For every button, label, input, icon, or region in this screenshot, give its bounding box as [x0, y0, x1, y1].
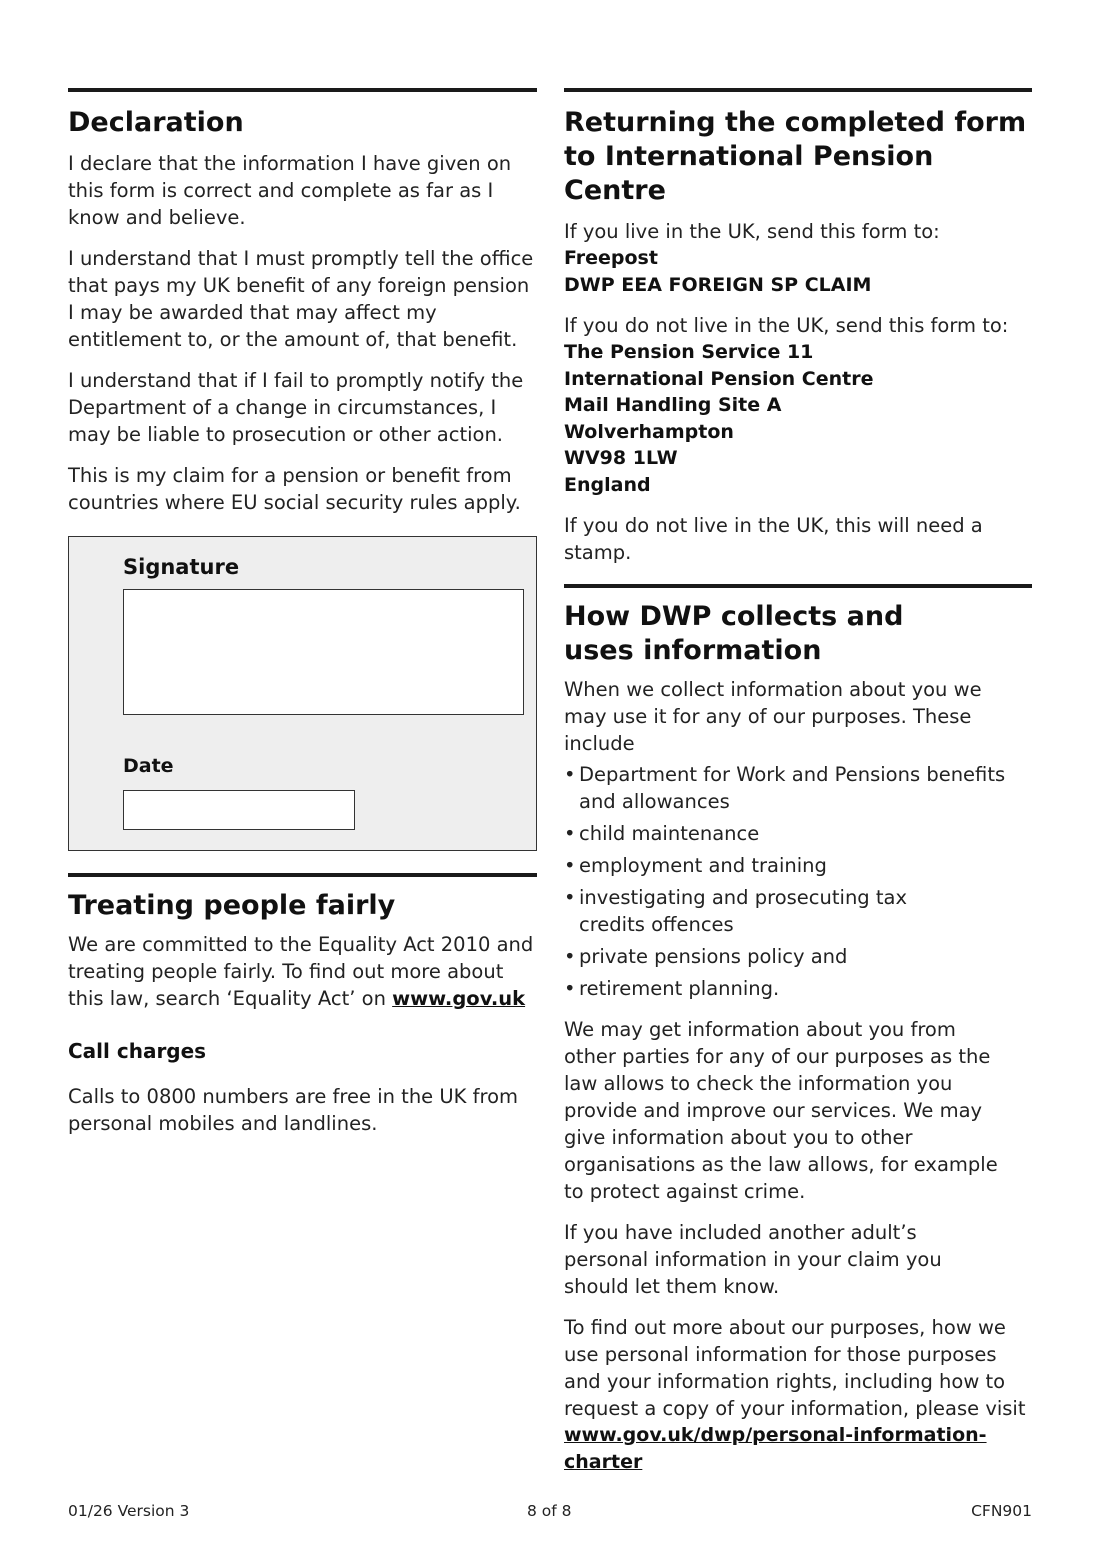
address-line: England [564, 473, 651, 496]
left-column [68, 88, 537, 1137]
right-column [564, 88, 1032, 1476]
footer-version: 01/26 Version 3 [68, 1502, 190, 1520]
footer-page-number: 8 of 8 [527, 1502, 572, 1520]
call-charges-text: Calls to 0800 numbers are free in the UK from personal mobiles and landlines. [68, 1085, 519, 1135]
declaration-paragraph-1: I declare that the information I have given on this form is correct and complete as far as I know and believe. [68, 152, 512, 229]
dwp-info-paragraph-3: To find out more about our purposes, how we use personal information for those purposes and your information rights, including how to request a copy of your information, please visit [564, 1316, 1026, 1420]
list-item: • Department for Work and Pensions benefits and allowances [564, 761, 1032, 815]
gov-uk-link[interactable]: www.gov.uk [392, 987, 526, 1010]
address-line: The Pension Service 11 [564, 341, 814, 363]
treating-text-body: We are committed to the Equality Act 2010 and treating people fairly. To find out more about this law, search ‘Equality Act’ on [68, 933, 534, 1010]
section-divider [564, 88, 1032, 92]
section-divider [68, 88, 537, 92]
signature-field[interactable] [123, 589, 524, 715]
date-field[interactable] [123, 790, 355, 830]
treating-heading: Treating people fairly [68, 890, 396, 921]
signature-panel [68, 536, 537, 851]
dwp-info-paragraph-1: We may get information about you from other parties for any of our purposes as the law allows to check the information you provide and improve our services. We may give information about you to other organisations as the law allows, for example to protect against crime. [564, 1018, 998, 1203]
call-charges-heading: Call charges [68, 1039, 207, 1063]
list-item: • employment and training [564, 852, 1032, 879]
declaration-heading: Declaration [68, 107, 244, 138]
list-item: • child maintenance [564, 820, 1032, 847]
uk-intro: If you live in the UK, send this form to: [564, 220, 940, 243]
treating-text [68, 931, 537, 1012]
address-line: WV98 1LW [564, 447, 678, 469]
dwp-purposes-list [564, 761, 1032, 1002]
dwp-info-paragraph-2: If you have included another adult’s personal information in your claim you should let them know. [564, 1221, 942, 1298]
returning-heading: Returning the completed form to International Pension Centre [564, 107, 1027, 206]
uk-address [564, 245, 1032, 298]
declaration-paragraph-3: I understand that if I fail to promptly notify the Department of a change in circumstances, I may be liable to prosecution or other action. [68, 369, 524, 446]
declaration-paragraph-2: I understand that I must promptly tell the office that pays my UK benefit of any foreign pension I may be awarded that may affect my entitlement to, or the amount of, that benefit. [68, 247, 534, 351]
section-divider [564, 584, 1032, 588]
section-divider [68, 873, 537, 877]
footer-form-code: CFN901 [971, 1502, 1032, 1520]
list-item: • private pensions policy and [564, 943, 1032, 970]
address-line: International Pension Centre [564, 367, 874, 390]
stamp-note: If you do not live in the UK, this will need a stamp. [564, 514, 983, 564]
signature-label: Signature [123, 555, 240, 579]
dwp-info-heading: How DWP collects and uses information [564, 601, 904, 666]
abroad-intro: If you do not live in the UK, send this form to: [564, 314, 1009, 337]
declaration-paragraph-4: This is my claim for a pension or benefit from countries where EU social security rules apply. [68, 464, 521, 514]
dwp-info-intro: When we collect information about you we may use it for any of our purposes. These include [564, 678, 982, 755]
list-item: • investigating and prosecuting tax credits offences [564, 884, 924, 938]
list-item: • retirement planning. [564, 975, 1032, 1002]
abroad-address [564, 339, 1032, 498]
address-line: DWP EEA FOREIGN SP CLAIM [564, 273, 872, 296]
personal-information-charter-link[interactable]: www.gov.uk/dwp/personal-information-charter [564, 1424, 987, 1473]
date-label: Date [123, 755, 174, 777]
address-line: Freepost [564, 247, 658, 269]
address-line: Wolverhampton [564, 420, 734, 443]
address-line: Mail Handling Site A [564, 394, 782, 416]
